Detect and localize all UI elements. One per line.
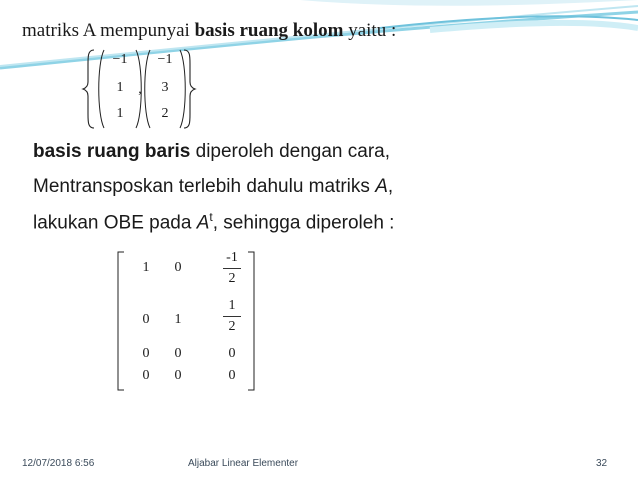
- result-matrix: [116, 250, 262, 392]
- matrix-r1-c1: 1: [142, 260, 150, 275]
- vector2-entry-1: −1: [157, 52, 173, 67]
- fraction-bar: [223, 268, 241, 269]
- matrix-r1-c3-fraction: [220, 250, 244, 287]
- line2-italic: A: [375, 176, 388, 197]
- fraction-denominator: 2: [228, 271, 236, 286]
- line3-sup: t: [209, 210, 213, 224]
- matrix-r4-c1: 0: [142, 368, 150, 383]
- vector1-entry-1: −1: [112, 52, 128, 67]
- vector2-entry-2: 3: [161, 80, 169, 95]
- footer-page-number: 32: [596, 458, 608, 469]
- body-line-3: [33, 210, 394, 234]
- vector1-entry-2: 1: [116, 80, 124, 95]
- vector1-entry-3: 1: [116, 106, 124, 121]
- basis-column-set: [80, 44, 200, 134]
- fraction-numerator: -1: [226, 250, 238, 265]
- line1-rest: diperoleh dengan cara,: [190, 141, 390, 162]
- body-line-2: [33, 176, 393, 198]
- vector2-entry-3: 2: [161, 106, 169, 121]
- matrix-r3-c3: 0: [228, 346, 236, 361]
- matrix-r4-c3: 0: [228, 368, 236, 383]
- body-line-1: [33, 141, 390, 163]
- matrix-r2-c1: 0: [142, 312, 150, 327]
- matrix-r4-c2: 0: [174, 368, 182, 383]
- line3-italic: A: [196, 212, 210, 234]
- line3-prefix: lakukan OBE pada: [33, 212, 197, 234]
- matrix-r3-c2: 0: [174, 346, 182, 361]
- vector-separator: ,: [138, 82, 142, 97]
- matrix-r2-c2: 1: [174, 312, 182, 327]
- title-prefix: matriks A mempunyai: [22, 20, 195, 41]
- title-bold: basis ruang kolom: [194, 20, 344, 41]
- matrix-r2-c3-fraction: [220, 298, 244, 335]
- slide-title: [22, 20, 396, 42]
- footer-course: Aljabar Linear Elementer: [188, 458, 299, 469]
- line2-suffix: ,: [387, 176, 394, 197]
- title-suffix: yaitu :: [343, 20, 397, 41]
- matrix-r3-c1: 0: [142, 346, 150, 361]
- line3-suffix: , sehingga diperoleh :: [212, 212, 395, 234]
- fraction-bar: [223, 316, 241, 317]
- fraction-numerator: 1: [228, 298, 236, 313]
- fraction-denominator: 2: [228, 319, 236, 334]
- matrix-r1-c2: 0: [174, 260, 182, 275]
- line2-prefix: Mentransposkan terlebih dahulu matriks: [33, 176, 376, 197]
- footer-date: 12/07/2018 6:56: [22, 458, 95, 469]
- line1-bold: basis ruang baris: [33, 141, 191, 162]
